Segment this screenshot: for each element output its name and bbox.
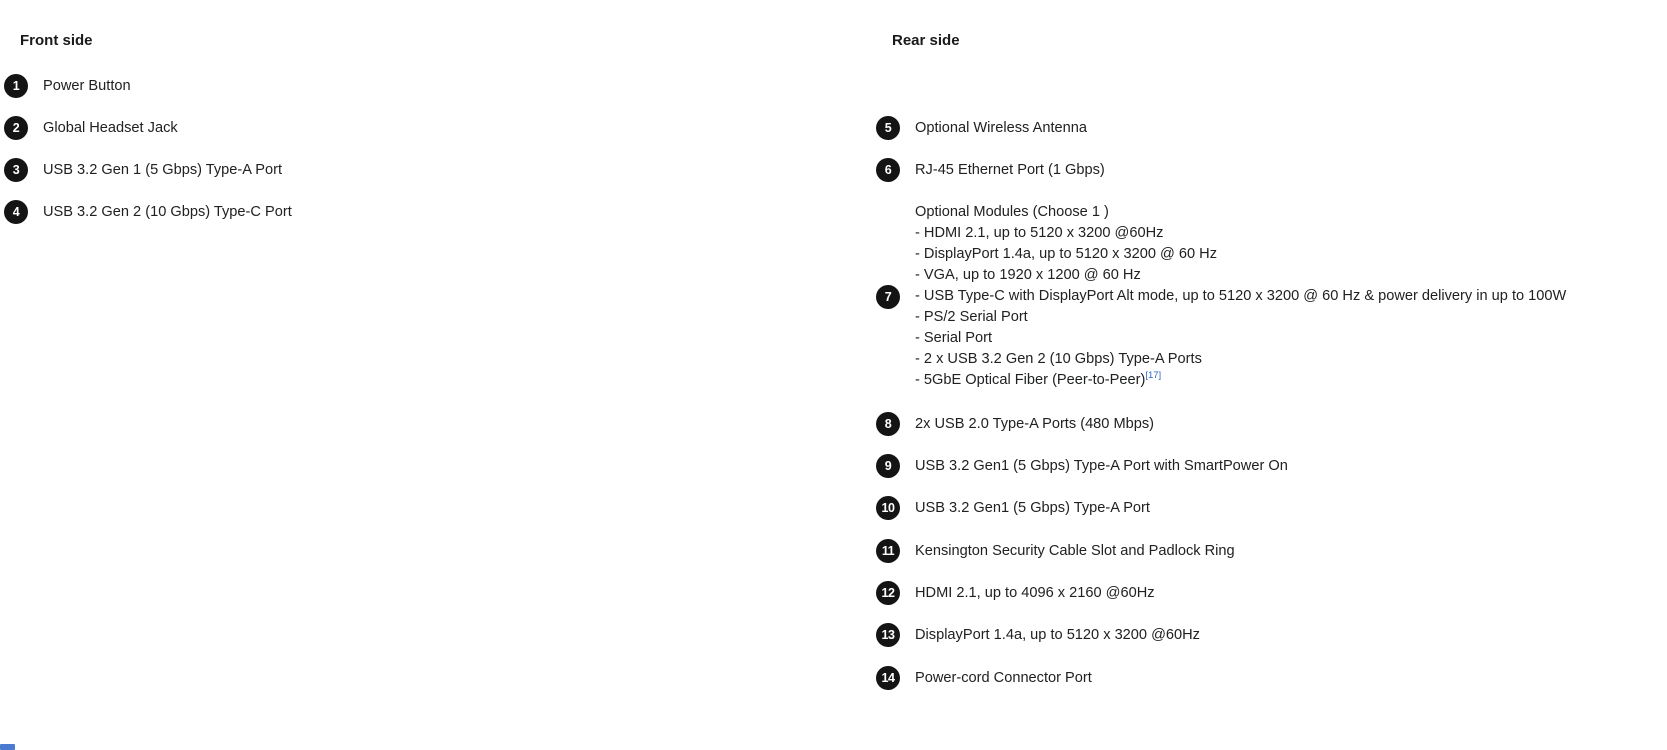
port-number-badge: 1 (4, 74, 28, 98)
optional-module-line: - 2 x USB 3.2 Gen 2 (10 Gbps) Type-A Ports (915, 351, 1202, 367)
optional-module-line-text: - 5GbE Optical Fiber (Peer-to-Peer) (915, 372, 1146, 388)
port-label: Power Button (43, 78, 131, 94)
port-label: RJ-45 Ethernet Port (1 Gbps) (915, 162, 1105, 178)
optional-module-line: - VGA, up to 1920 x 1200 @ 60 Hz (915, 267, 1141, 283)
port-number-badge: 12 (876, 581, 900, 605)
optional-module-line: - Serial Port (915, 330, 993, 346)
port-label: HDMI 2.1, up to 4096 x 2160 @60Hz (915, 585, 1155, 601)
port-number-badge: 10 (876, 496, 900, 520)
port-row-10 (876, 487, 1150, 529)
citation-link[interactable]: [17] (1145, 370, 1162, 382)
port-number-badge: 13 (876, 623, 900, 647)
rear-side-title: Rear side (892, 32, 960, 49)
optional-modules-heading: Optional Modules (Choose 1 ) (915, 204, 1109, 220)
port-label: Power-cord Connector Port (915, 670, 1092, 686)
optional-modules-block (915, 202, 1566, 391)
optional-module-line: - USB Type-C with DisplayPort Alt mode, up to 5120 x 3200 @ 60 Hz & power delivery in up to 100W (915, 288, 1567, 304)
port-row-12 (876, 572, 1155, 614)
port-label: USB 3.2 Gen1 (5 Gbps) Type-A Port (915, 500, 1150, 516)
port-label: Global Headset Jack (43, 120, 178, 136)
port-number-badge: 2 (4, 116, 28, 140)
port-number-badge: 3 (4, 158, 28, 182)
port-row-5 (876, 107, 1087, 149)
port-number-badge: 5 (876, 116, 900, 140)
port-number-badge: 11 (876, 539, 900, 563)
bottom-left-artifact (0, 744, 15, 750)
port-row-1 (4, 65, 131, 107)
port-number-badge: 8 (876, 412, 900, 436)
optional-module-line (915, 370, 1566, 391)
port-row-11 (876, 530, 1235, 572)
port-label: Kensington Security Cable Slot and Padlock Ring (915, 543, 1235, 559)
port-number-badge: 7 (876, 285, 900, 309)
port-row-14 (876, 657, 1092, 699)
optional-module-line: - DisplayPort 1.4a, up to 5120 x 3200 @ 60 Hz (915, 246, 1217, 262)
port-row-6 (876, 149, 1105, 191)
port-label: USB 3.2 Gen1 (5 Gbps) Type-A Port with SmartPower On (915, 458, 1288, 474)
front-side-title: Front side (20, 32, 93, 49)
optional-module-line: - PS/2 Serial Port (915, 309, 1028, 325)
port-row-3 (4, 149, 282, 191)
port-number-badge: 9 (876, 454, 900, 478)
port-label: DisplayPort 1.4a, up to 5120 x 3200 @60Hz (915, 627, 1200, 643)
port-label: 2x USB 2.0 Type-A Ports (480 Mbps) (915, 416, 1155, 432)
port-number-badge: 14 (876, 666, 900, 690)
port-row-13 (876, 614, 1200, 656)
port-label: USB 3.2 Gen 2 (10 Gbps) Type-C Port (43, 204, 292, 220)
port-number-badge: 4 (4, 200, 28, 224)
port-row-8 (876, 403, 1154, 445)
port-row-4 (4, 191, 292, 233)
port-row-2 (4, 107, 178, 149)
port-label: USB 3.2 Gen 1 (5 Gbps) Type-A Port (43, 162, 283, 178)
port-number-badge: 6 (876, 158, 900, 182)
port-row-9 (876, 445, 1288, 487)
port-label: Optional Wireless Antenna (915, 120, 1087, 136)
optional-module-line: - HDMI 2.1, up to 5120 x 3200 @60Hz (915, 225, 1164, 241)
